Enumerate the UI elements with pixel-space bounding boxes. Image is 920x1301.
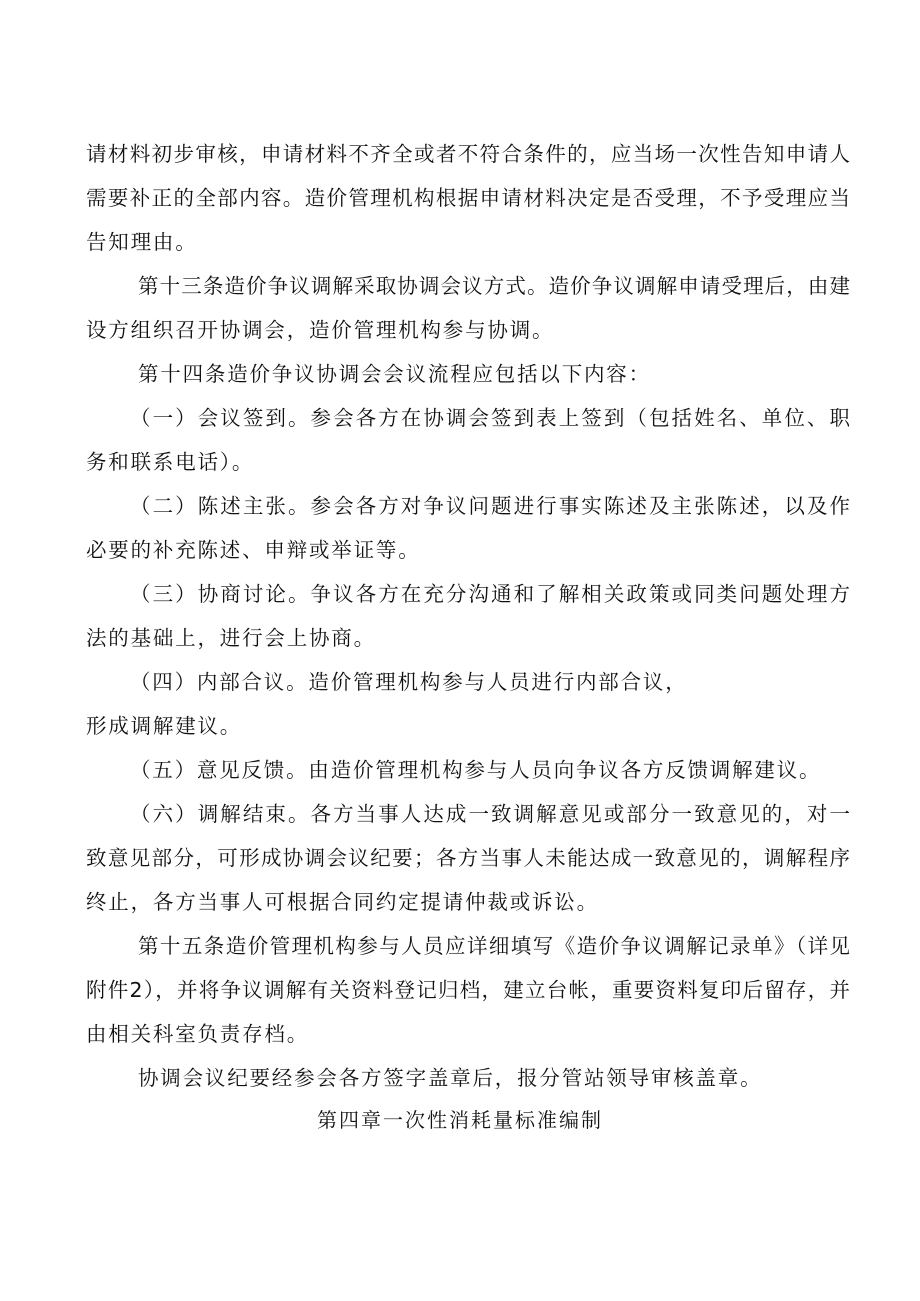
list-item-3: （三）协商讨论。争议各方在充分沟通和了解相关政策或同类问题处理方: [130, 582, 850, 606]
paragraph-line: 告知理由。: [86, 230, 198, 254]
list-item-1: （一）会议签到。参会各方在协调会签到表上签到（包括姓名、单位、职: [130, 406, 850, 430]
list-item-4-cont: 形成调解建议。: [86, 714, 243, 738]
article-15-line: 第十五条造价管理机构参与人员应详细填写《造价争议调解记录单》（详见: [138, 934, 850, 958]
paragraph-line: 请材料初步审核，申请材料不齐全或者不符合条件的，应当场一次性告知申请人: [86, 142, 850, 166]
article-14-title: 第十四条造价争议协调会会议流程应包括以下内容：: [138, 362, 651, 386]
list-item-6-cont: 致意见部分，可形成协调会议纪要；各方当事人未能达成一致意见的，调解程序: [86, 846, 850, 870]
list-item-6: （六）调解结束。各方当事人达成一致调解意见或部分一致意见的，对一: [130, 802, 850, 826]
paragraph-line: 需要补正的全部内容。造价管理机构根据申请材料决定是否受理，不予受理应当: [86, 186, 850, 210]
list-item-5: （五）意见反馈。由造价管理机构参与人员向争议各方反馈调解建议。: [130, 758, 822, 782]
chapter-heading: 第四章一次性消耗量标准编制: [317, 1108, 603, 1132]
list-item-2: （二）陈述主张。参会各方对争议问题进行事实陈述及主张陈述，以及作: [130, 494, 850, 518]
article-15-line: 由相关科室负责存档。: [86, 1022, 309, 1046]
article-13-line: 第十三条造价争议调解采取协调会议方式。造价争议调解申请受理后，由建: [138, 274, 850, 298]
paragraph-line: 协调会议纪要经参会各方签字盖章后，报分管站领导审核盖章。: [138, 1066, 763, 1090]
article-13-line: 设方组织召开协调会，造价管理机构参与协调。: [86, 318, 555, 342]
list-item-4: （四）内部合议。造价管理机构参与人员进行内部合议，: [130, 670, 688, 694]
list-item-1-cont: 务和联系电话）。: [86, 450, 255, 474]
list-item-6-cont: 终止，各方当事人可根据合同约定提请仲裁或诉讼。: [86, 890, 599, 914]
list-item-2-cont: 必要的补充陈述、申辩或举证等。: [86, 538, 421, 562]
list-item-3-cont: 法的基础上，进行会上协商。: [86, 626, 376, 650]
article-15-line: 附件2），并将争议调解有关资料登记归档，建立台帐，重要资料复印后留存，并: [86, 978, 850, 1002]
